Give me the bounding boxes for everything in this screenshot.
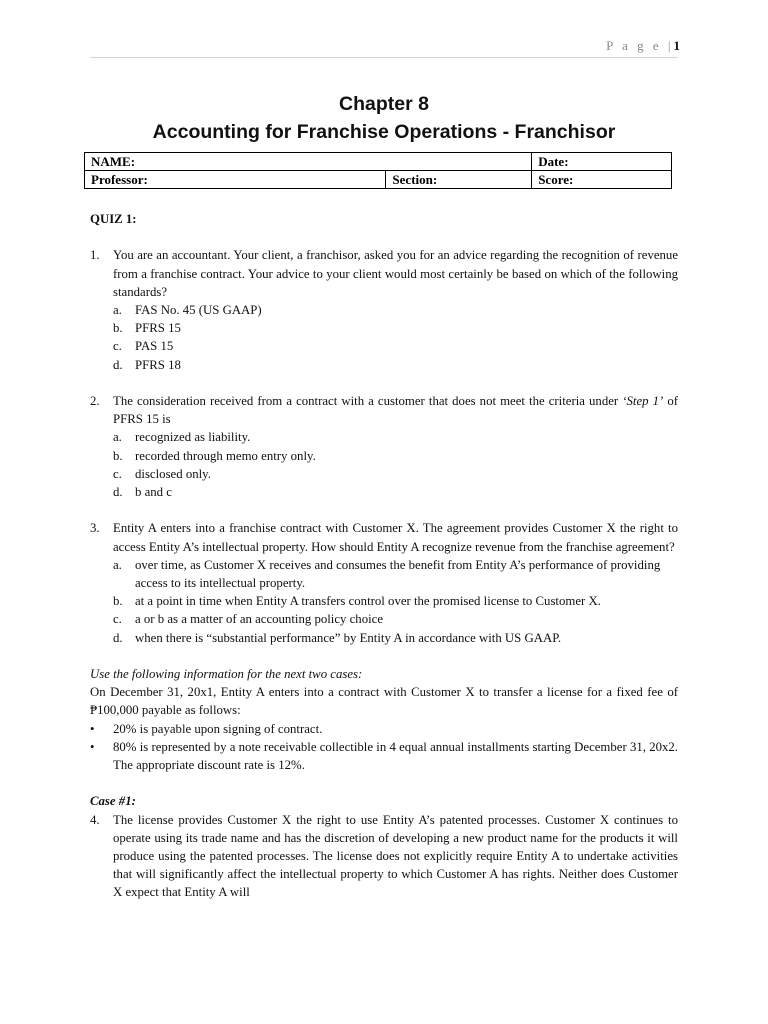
header-rule <box>90 57 678 58</box>
option <box>113 465 678 483</box>
question-4 <box>90 811 678 902</box>
option-text: disclosed only. <box>135 466 211 481</box>
case-heading: Case #1: <box>90 794 136 809</box>
question-number: 4. <box>90 812 100 827</box>
bullet-item <box>90 720 678 738</box>
score-cell: Score: <box>532 171 672 189</box>
question-number: 1. <box>90 248 100 263</box>
question-number: 3. <box>90 521 100 536</box>
bullet-icon: • <box>90 721 95 736</box>
option <box>113 610 678 628</box>
option-text: when there is “substantial performance” by Entity A in accordance with US GAAP. <box>135 630 562 645</box>
question-1 <box>90 246 678 301</box>
chapter-subtitle: Accounting for Franchise Operations - Franchisor <box>152 121 616 143</box>
page-word: P a g e <box>606 38 662 53</box>
option-label: b. <box>113 594 123 609</box>
quiz-content <box>90 210 678 902</box>
option-text: recorded through memo entry only. <box>135 448 316 463</box>
option-text: PAS 15 <box>135 339 174 354</box>
question-2 <box>90 392 678 428</box>
option-label: a. <box>113 303 122 317</box>
option-label: d. <box>113 357 123 372</box>
question-3 <box>90 519 678 555</box>
question-text: You are an accountant. Your client, a franchisor, asked you for an advice regarding the recognition of revenue from a franchise contract. Your advice to your client would most certainly be based on which of the following standards? <box>113 248 678 299</box>
option-label: c. <box>113 612 122 627</box>
option <box>113 447 678 465</box>
page-number: 1 <box>673 38 680 53</box>
option-text: PFRS 18 <box>135 357 181 372</box>
option-label: a. <box>113 430 122 445</box>
info-intro: Use the following information for the next two cases: <box>90 667 363 682</box>
student-info-table <box>84 152 672 189</box>
professor-cell: Professor: <box>85 171 386 189</box>
question-text-part: of PFRS 15 is <box>113 394 679 427</box>
option <box>113 483 678 501</box>
question-text: Entity A enters into a franchise contract with Customer X. The agreement provides Customer X the right to access Entity A’s intellectual property. How should Entity A recognize revenue from the franchise agreement? <box>113 521 678 554</box>
question-text <box>113 392 678 428</box>
option <box>113 556 678 592</box>
option-text: FAS No. 45 (US GAAP) <box>135 303 262 317</box>
option-label: b. <box>113 321 123 336</box>
page-header <box>606 38 680 54</box>
option-label: b. <box>113 448 123 463</box>
chapter-title: Chapter 8 <box>339 93 429 115</box>
option <box>113 337 678 355</box>
option-label: c. <box>113 339 122 354</box>
name-cell: NAME: <box>85 153 532 171</box>
question-number: 2. <box>90 394 100 408</box>
option <box>113 428 678 446</box>
option-text: a or b as a matter of an accounting policy choice <box>135 612 384 627</box>
date-cell: Date: <box>532 153 672 171</box>
quiz-heading: QUIZ 1: <box>90 212 137 226</box>
bullet-text: 20% is payable upon signing of contract. <box>113 721 323 736</box>
option-text: over time, as Customer X receives and consumes the benefit from Entity A’s performance of providing access to its intellectual property. <box>135 557 661 591</box>
question-text: The license provides Customer X the right to use Entity A’s patented processes. Customer X continues to operate using its trade name and has the discretion of developing a new product name for the products it will produce using the patented processes. The license does not explicitly require Entity A to undertake activities that will significantly affect the intellectual property to which Customer A has rights. Neither does Customer X expect that Entity A will <box>113 812 678 900</box>
bullet-icon: • <box>90 739 95 754</box>
question-text-part: The consideration received from a contract with a customer that does not meet the criteria under <box>113 394 623 408</box>
bullet-text: 80% is represented by a note receivable collectible in 4 equal annual installments starting December 31, 20x2. The appropriate discount rate is 12%. <box>113 739 678 773</box>
option <box>113 629 678 647</box>
option <box>113 301 678 319</box>
option-label: d. <box>113 630 123 645</box>
step-reference: ‘Step 1’ <box>622 394 664 408</box>
option-label: a. <box>113 557 122 572</box>
option-text: PFRS 15 <box>135 321 181 336</box>
option-label: d. <box>113 485 123 500</box>
option <box>113 592 678 610</box>
option <box>113 356 678 374</box>
option-text: b and c <box>135 485 172 500</box>
option-label: c. <box>113 466 122 481</box>
option-text: at a point in time when Entity A transfers control over the promised license to Customer X. <box>135 594 601 609</box>
section-cell: Section: <box>386 171 532 189</box>
info-text: On December 31, 20x1, Entity A enters into a contract with Customer X to transfer a license for a fixed fee of ₱100,000 payable as follows: <box>90 685 678 718</box>
option <box>113 319 678 337</box>
page-separator: | <box>667 38 674 53</box>
bullet-item <box>90 738 678 774</box>
option-text: recognized as liability. <box>135 430 251 445</box>
